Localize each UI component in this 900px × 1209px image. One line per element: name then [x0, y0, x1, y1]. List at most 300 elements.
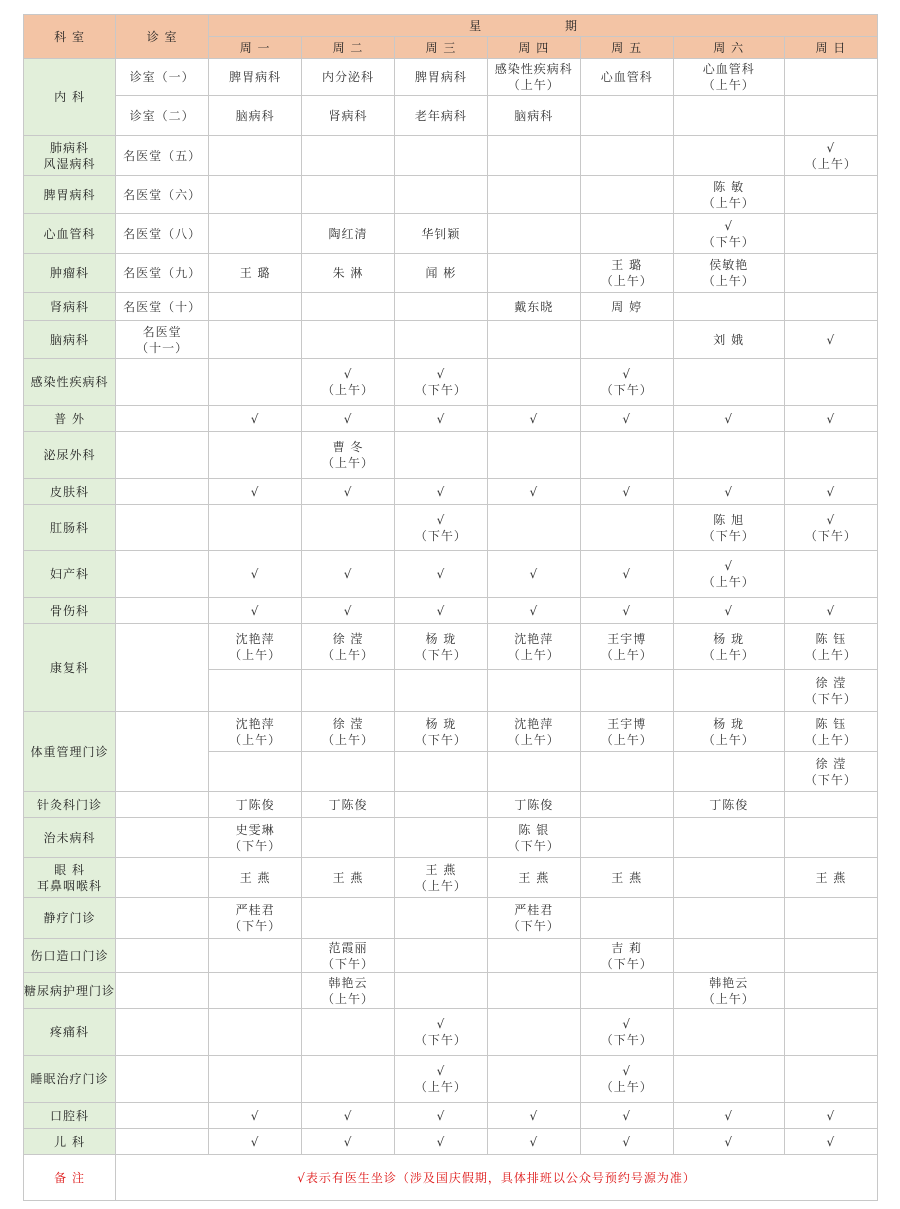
schedule-cell-sun — [784, 939, 877, 973]
room-cell — [116, 479, 209, 505]
schedule-cell-wed — [394, 898, 487, 939]
schedule-cell-fri: √ （下午） — [580, 1009, 673, 1056]
schedule-cell-fri — [580, 432, 673, 479]
schedule-cell-thu — [487, 359, 580, 406]
schedule-cell-mon — [209, 176, 302, 214]
schedule-cell-fri: 王 璐 （上午） — [580, 254, 673, 293]
schedule-cell-mon: 王 燕 — [209, 858, 302, 898]
schedule-cell-wed: √ — [394, 406, 487, 432]
schedule-cell-wed — [394, 939, 487, 973]
room-cell — [116, 505, 209, 551]
header-day-thu: 周 四 — [487, 37, 580, 59]
room-cell: 名医堂 （十一） — [116, 321, 209, 359]
schedule-cell-mon — [209, 1056, 302, 1103]
schedule-cell-tue: √ — [302, 551, 395, 598]
schedule-cell-thu: √ — [487, 1129, 580, 1155]
schedule-cell-wed: √ （上午） — [394, 1056, 487, 1103]
table-row — [24, 59, 878, 96]
schedule-cell-fri: √ （下午） — [580, 359, 673, 406]
schedule-cell-tue — [302, 136, 395, 176]
schedule-cell-mon: √ — [209, 406, 302, 432]
schedule-cell-mon: 脾胃病科 — [209, 59, 302, 96]
schedule-cell-sat — [673, 752, 784, 792]
schedule-cell-mon — [209, 973, 302, 1009]
table-row — [24, 479, 878, 505]
schedule-cell-fri: 吉 莉 （下午） — [580, 939, 673, 973]
header-day-mon: 周 一 — [209, 37, 302, 59]
schedule-cell-fri: √ — [580, 1103, 673, 1129]
header-day-tue: 周 二 — [302, 37, 395, 59]
room-cell: 名医堂（六） — [116, 176, 209, 214]
schedule-cell-tue: 韩艳云 （上午） — [302, 973, 395, 1009]
room-cell — [116, 624, 209, 712]
schedule-cell-wed: √ （下午） — [394, 505, 487, 551]
table-row — [24, 96, 878, 136]
table-header — [24, 15, 878, 59]
schedule-cell-sat — [673, 1009, 784, 1056]
schedule-cell-thu: 陈 银 （下午） — [487, 818, 580, 858]
dept-cell: 骨伤科 — [24, 598, 116, 624]
schedule-cell-sat — [673, 359, 784, 406]
schedule-cell-sat — [673, 136, 784, 176]
schedule-cell-sun: 王 燕 — [784, 858, 877, 898]
header-room: 诊 室 — [116, 15, 209, 59]
table-row — [24, 505, 878, 551]
schedule-cell-tue: √ — [302, 1103, 395, 1129]
dept-cell: 治未病科 — [24, 818, 116, 858]
schedule-cell-fri — [580, 214, 673, 254]
schedule-cell-fri — [580, 973, 673, 1009]
schedule-cell-thu: √ — [487, 406, 580, 432]
schedule-cell-wed: √ — [394, 1129, 487, 1155]
room-cell — [116, 551, 209, 598]
table-row — [24, 1009, 878, 1056]
schedule-cell-wed — [394, 293, 487, 321]
dept-cell: 伤口造口门诊 — [24, 939, 116, 973]
schedule-cell-wed: √ （下午） — [394, 1009, 487, 1056]
schedule-cell-wed: √ （下午） — [394, 359, 487, 406]
table-row — [24, 432, 878, 479]
schedule-cell-thu — [487, 973, 580, 1009]
dept-cell: 肛肠科 — [24, 505, 116, 551]
schedule-cell-tue: 徐 滢 （上午） — [302, 624, 395, 670]
dept-cell: 疼痛科 — [24, 1009, 116, 1056]
schedule-cell-sun — [784, 432, 877, 479]
schedule-cell-sun — [784, 551, 877, 598]
schedule-cell-tue: 徐 滢 （上午） — [302, 712, 395, 752]
schedule-cell-wed — [394, 752, 487, 792]
schedule-cell-tue: √ （上午） — [302, 359, 395, 406]
note-row — [24, 1155, 878, 1201]
schedule-cell-tue: √ — [302, 479, 395, 505]
schedule-cell-wed: 老年病科 — [394, 96, 487, 136]
schedule-cell-wed — [394, 818, 487, 858]
schedule-cell-sun: √ （下午） — [784, 505, 877, 551]
dept-cell: 皮肤科 — [24, 479, 116, 505]
schedule-cell-mon — [209, 136, 302, 176]
dept-cell: 肿瘤科 — [24, 254, 116, 293]
schedule-cell-sat: 刘 娥 — [673, 321, 784, 359]
schedule-cell-thu: 戴东晓 — [487, 293, 580, 321]
schedule-cell-mon — [209, 670, 302, 712]
table-row — [24, 818, 878, 858]
schedule-cell-thu — [487, 1056, 580, 1103]
header-week: 星 期 — [209, 15, 878, 37]
schedule-cell-sat: 杨 珑 （上午） — [673, 712, 784, 752]
schedule-cell-tue: √ — [302, 598, 395, 624]
schedule-cell-mon: 王 璐 — [209, 254, 302, 293]
dept-cell: 肾病科 — [24, 293, 116, 321]
schedule-cell-sun — [784, 973, 877, 1009]
table-row — [24, 939, 878, 973]
schedule-cell-sat: 侯敏艳 （上午） — [673, 254, 784, 293]
schedule-cell-mon — [209, 359, 302, 406]
room-cell — [116, 406, 209, 432]
schedule-cell-fri: 王宇博 （上午） — [580, 624, 673, 670]
schedule-cell-fri: √ — [580, 479, 673, 505]
schedule-cell-sun — [784, 96, 877, 136]
dept-cell: 糖尿病护理门诊 — [24, 973, 116, 1009]
schedule-cell-sat — [673, 1056, 784, 1103]
room-cell — [116, 1103, 209, 1129]
schedule-cell-thu: √ — [487, 479, 580, 505]
dept-cell: 静疗门诊 — [24, 898, 116, 939]
schedule-cell-sat: √ — [673, 598, 784, 624]
schedule-cell-sun — [784, 214, 877, 254]
dept-cell: 体重管理门诊 — [24, 712, 116, 792]
schedule-cell-mon: 严桂君 （下午） — [209, 898, 302, 939]
schedule-cell-sun — [784, 176, 877, 214]
schedule-cell-mon: 脑病科 — [209, 96, 302, 136]
table-row — [24, 898, 878, 939]
schedule-cell-wed — [394, 136, 487, 176]
schedule-cell-sun: 徐 滢 （下午） — [784, 752, 877, 792]
schedule-cell-sun: √ — [784, 598, 877, 624]
table-row — [24, 624, 878, 670]
schedule-cell-tue: 朱 淋 — [302, 254, 395, 293]
room-cell — [116, 432, 209, 479]
schedule-cell-tue — [302, 752, 395, 792]
schedule-cell-sat — [673, 898, 784, 939]
schedule-cell-tue: 范霞丽 （下午） — [302, 939, 395, 973]
room-cell — [116, 858, 209, 898]
schedule-cell-fri: √ — [580, 598, 673, 624]
schedule-cell-sun: √ — [784, 1129, 877, 1155]
schedule-cell-mon — [209, 939, 302, 973]
schedule-cell-thu: 沈艳萍 （上午） — [487, 624, 580, 670]
room-cell: 名医堂（八） — [116, 214, 209, 254]
schedule-cell-fri — [580, 176, 673, 214]
schedule-cell-sun — [784, 818, 877, 858]
dept-cell: 普 外 — [24, 406, 116, 432]
schedule-cell-fri — [580, 898, 673, 939]
schedule-cell-tue: 内分泌科 — [302, 59, 395, 96]
schedule-cell-sun — [784, 898, 877, 939]
dept-cell: 心血管科 — [24, 214, 116, 254]
dept-cell: 康复科 — [24, 624, 116, 712]
schedule-cell-wed: 脾胃病科 — [394, 59, 487, 96]
schedule-cell-sat: 丁陈俊 — [673, 792, 784, 818]
schedule-cell-wed — [394, 176, 487, 214]
schedule-cell-mon: 史雯琳 （下午） — [209, 818, 302, 858]
schedule-cell-sun: √ — [784, 1103, 877, 1129]
table-row — [24, 1056, 878, 1103]
schedule-cell-fri: 周 婷 — [580, 293, 673, 321]
schedule-cell-sun — [784, 1056, 877, 1103]
dept-cell: 脾胃病科 — [24, 176, 116, 214]
room-cell — [116, 1009, 209, 1056]
table-row — [24, 406, 878, 432]
schedule-cell-sat: 杨 珑 （上午） — [673, 624, 784, 670]
schedule-cell-fri — [580, 321, 673, 359]
table-row — [24, 359, 878, 406]
schedule-cell-tue — [302, 818, 395, 858]
schedule-cell-sun — [784, 1009, 877, 1056]
schedule-cell-wed — [394, 670, 487, 712]
schedule-cell-wed: 王 燕 （上午） — [394, 858, 487, 898]
dept-cell: 脑病科 — [24, 321, 116, 359]
room-cell — [116, 712, 209, 792]
schedule-cell-wed: √ — [394, 479, 487, 505]
schedule-cell-fri: √ （上午） — [580, 1056, 673, 1103]
schedule-cell-wed — [394, 792, 487, 818]
schedule-cell-fri: √ — [580, 406, 673, 432]
schedule-cell-fri: √ — [580, 1129, 673, 1155]
schedule-cell-thu: √ — [487, 598, 580, 624]
schedule-cell-thu — [487, 214, 580, 254]
note-label: 备 注 — [24, 1155, 116, 1201]
dept-cell: 口腔科 — [24, 1103, 116, 1129]
schedule-cell-fri — [580, 752, 673, 792]
header-day-sun: 周 日 — [784, 37, 877, 59]
schedule-cell-sun — [784, 254, 877, 293]
schedule-cell-fri — [580, 670, 673, 712]
schedule-cell-thu — [487, 321, 580, 359]
room-cell — [116, 1056, 209, 1103]
schedule-cell-mon — [209, 293, 302, 321]
schedule-cell-sun: √ — [784, 479, 877, 505]
table-row — [24, 598, 878, 624]
schedule-cell-fri: 王 燕 — [580, 858, 673, 898]
schedule-cell-tue: 丁陈俊 — [302, 792, 395, 818]
schedule-cell-wed: √ — [394, 598, 487, 624]
schedule-cell-thu: 脑病科 — [487, 96, 580, 136]
table-row — [24, 973, 878, 1009]
schedule-cell-sun: 陈 钰 （上午） — [784, 712, 877, 752]
schedule-cell-sun: √ （上午） — [784, 136, 877, 176]
table-row — [24, 321, 878, 359]
room-cell: 诊室（二） — [116, 96, 209, 136]
schedule-cell-sat — [673, 96, 784, 136]
schedule-cell-wed — [394, 973, 487, 1009]
schedule-cell-thu — [487, 939, 580, 973]
schedule-cell-tue: 王 燕 — [302, 858, 395, 898]
schedule-cell-tue: √ — [302, 1129, 395, 1155]
table-row — [24, 254, 878, 293]
schedule-cell-mon: √ — [209, 598, 302, 624]
schedule-cell-sat: 陈 旭 （下午） — [673, 505, 784, 551]
schedule-cell-sun: 徐 滢 （下午） — [784, 670, 877, 712]
dept-cell: 针灸科门诊 — [24, 792, 116, 818]
schedule-cell-sun — [784, 792, 877, 818]
schedule-cell-thu — [487, 1009, 580, 1056]
schedule-cell-thu — [487, 432, 580, 479]
table-row — [24, 858, 878, 898]
room-cell — [116, 939, 209, 973]
schedule-cell-sat: 心血管科 （上午） — [673, 59, 784, 96]
room-cell — [116, 898, 209, 939]
schedule-cell-sat: 韩艳云 （上午） — [673, 973, 784, 1009]
schedule-cell-sun: √ — [784, 406, 877, 432]
schedule-cell-thu — [487, 505, 580, 551]
schedule-cell-tue — [302, 670, 395, 712]
schedule-cell-mon — [209, 432, 302, 479]
schedule-table — [23, 14, 878, 1201]
schedule-cell-mon — [209, 505, 302, 551]
dept-cell: 肺病科 风湿病科 — [24, 136, 116, 176]
schedule-cell-wed — [394, 321, 487, 359]
table-row — [24, 792, 878, 818]
schedule-cell-sat: √ — [673, 1129, 784, 1155]
schedule-cell-wed: 华钊颖 — [394, 214, 487, 254]
schedule-cell-sat: √ — [673, 406, 784, 432]
dept-cell: 眼 科 耳鼻咽喉科 — [24, 858, 116, 898]
schedule-cell-thu — [487, 254, 580, 293]
schedule-cell-mon: √ — [209, 1103, 302, 1129]
table-row — [24, 293, 878, 321]
room-cell — [116, 973, 209, 1009]
schedule-cell-thu — [487, 136, 580, 176]
table-row — [24, 1129, 878, 1155]
schedule-cell-thu: 沈艳萍 （上午） — [487, 712, 580, 752]
schedule-cell-sat: √ （下午） — [673, 214, 784, 254]
schedule-cell-mon — [209, 321, 302, 359]
schedule-cell-sun — [784, 359, 877, 406]
schedule-cell-tue — [302, 1056, 395, 1103]
header-day-sat: 周 六 — [673, 37, 784, 59]
room-cell — [116, 818, 209, 858]
schedule-cell-tue — [302, 898, 395, 939]
table-row — [24, 136, 878, 176]
schedule-cell-tue — [302, 176, 395, 214]
header-dept: 科 室 — [24, 15, 116, 59]
header-day-wed: 周 三 — [394, 37, 487, 59]
schedule-cell-thu: 丁陈俊 — [487, 792, 580, 818]
schedule-cell-wed: √ — [394, 551, 487, 598]
schedule-cell-tue: 曹 冬 （上午） — [302, 432, 395, 479]
room-cell — [116, 598, 209, 624]
schedule-cell-thu: 王 燕 — [487, 858, 580, 898]
table-row — [24, 1103, 878, 1129]
schedule-cell-mon: 沈艳萍 （上午） — [209, 624, 302, 670]
schedule-cell-sun: 陈 钰 （上午） — [784, 624, 877, 670]
schedule-cell-thu: 感染性疾病科 （上午） — [487, 59, 580, 96]
dept-cell: 睡眠治疗门诊 — [24, 1056, 116, 1103]
schedule-cell-sat: √ （上午） — [673, 551, 784, 598]
schedule-cell-fri — [580, 818, 673, 858]
schedule-cell-mon: 丁陈俊 — [209, 792, 302, 818]
schedule-cell-sat — [673, 432, 784, 479]
room-cell: 诊室（一） — [116, 59, 209, 96]
table-row — [24, 214, 878, 254]
schedule-cell-sat: √ — [673, 1103, 784, 1129]
schedule-cell-mon: √ — [209, 479, 302, 505]
schedule-cell-sat — [673, 293, 784, 321]
table-row — [24, 551, 878, 598]
schedule-cell-thu — [487, 670, 580, 712]
schedule-cell-tue: 陶红清 — [302, 214, 395, 254]
schedule-cell-mon — [209, 1009, 302, 1056]
schedule-cell-sun — [784, 59, 877, 96]
schedule-cell-tue — [302, 505, 395, 551]
schedule-cell-tue — [302, 293, 395, 321]
schedule-cell-wed: 杨 珑 （下午） — [394, 624, 487, 670]
room-cell — [116, 792, 209, 818]
room-cell — [116, 1129, 209, 1155]
schedule-cell-mon: 沈艳萍 （上午） — [209, 712, 302, 752]
schedule-cell-thu: √ — [487, 551, 580, 598]
schedule-cell-wed — [394, 432, 487, 479]
schedule-cell-tue — [302, 321, 395, 359]
schedule-cell-wed: 杨 珑 （下午） — [394, 712, 487, 752]
table-row — [24, 712, 878, 752]
header-day-fri: 周 五 — [580, 37, 673, 59]
schedule-cell-sun — [784, 293, 877, 321]
schedule-cell-sat — [673, 670, 784, 712]
schedule-cell-sat — [673, 939, 784, 973]
schedule-cell-mon: √ — [209, 1129, 302, 1155]
schedule-cell-thu — [487, 176, 580, 214]
schedule-cell-mon — [209, 214, 302, 254]
dept-cell: 儿 科 — [24, 1129, 116, 1155]
schedule-cell-mon — [209, 752, 302, 792]
dept-cell: 泌尿外科 — [24, 432, 116, 479]
schedule-cell-sat — [673, 818, 784, 858]
table-body — [24, 59, 878, 1155]
schedule-cell-sat: 陈 敏 （上午） — [673, 176, 784, 214]
schedule-cell-mon: √ — [209, 551, 302, 598]
table-row — [24, 176, 878, 214]
schedule-cell-sat — [673, 858, 784, 898]
schedule-cell-fri: √ — [580, 551, 673, 598]
schedule-cell-fri — [580, 96, 673, 136]
schedule-cell-tue: √ — [302, 406, 395, 432]
dept-cell: 感染性疾病科 — [24, 359, 116, 406]
schedule-cell-sat: √ — [673, 479, 784, 505]
room-cell: 名医堂（九） — [116, 254, 209, 293]
schedule-sheet — [23, 14, 878, 1201]
schedule-cell-sun: √ — [784, 321, 877, 359]
schedule-cell-tue — [302, 1009, 395, 1056]
schedule-cell-thu: √ — [487, 1103, 580, 1129]
schedule-cell-fri — [580, 136, 673, 176]
schedule-cell-wed: 闻 彬 — [394, 254, 487, 293]
note-text: √表示有医生坐诊（涉及国庆假期，具体排班以公众号预约号源为准） — [116, 1155, 878, 1201]
schedule-cell-thu — [487, 752, 580, 792]
schedule-cell-thu: 严桂君 （下午） — [487, 898, 580, 939]
schedule-cell-fri: 王宇博 （上午） — [580, 712, 673, 752]
schedule-cell-tue: 肾病科 — [302, 96, 395, 136]
schedule-cell-wed: √ — [394, 1103, 487, 1129]
room-cell: 名医堂（十） — [116, 293, 209, 321]
schedule-cell-fri — [580, 505, 673, 551]
room-cell: 名医堂（五） — [116, 136, 209, 176]
room-cell — [116, 359, 209, 406]
dept-cell: 内 科 — [24, 59, 116, 136]
dept-cell: 妇产科 — [24, 551, 116, 598]
schedule-cell-fri: 心血管科 — [580, 59, 673, 96]
schedule-cell-fri — [580, 792, 673, 818]
